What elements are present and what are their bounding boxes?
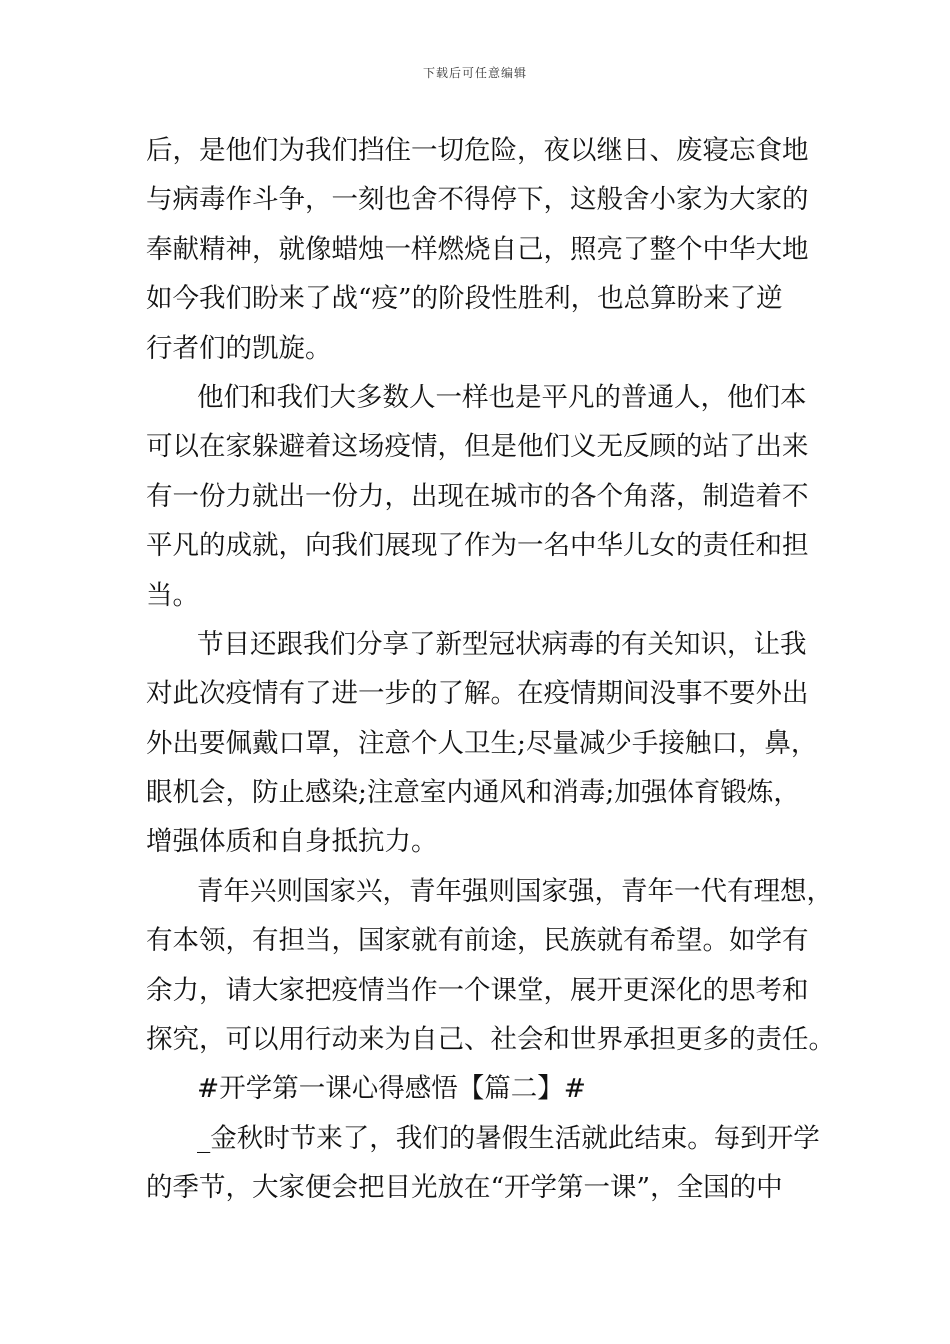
text-line: 对此次疫情有了进一步的了解。在疫情期间没事不要外出 bbox=[146, 678, 809, 710]
page-header-note: 下载后可任意编辑 bbox=[422, 66, 527, 80]
text-line: 与病毒作斗争，一刻也舍不得停下，这般舍小家为大家的 bbox=[146, 184, 809, 216]
text-line: 有一份力就出一份力，出现在城市的各个角落，制造着不 bbox=[146, 480, 809, 512]
text-line: 他们和我们大多数人一样也是平凡的普通人，他们本 bbox=[197, 381, 807, 413]
text-line: 节目还跟我们分享了新型冠状病毒的有关知识，让我 bbox=[197, 628, 807, 660]
text-line: 增强体质和自身抵抗力。 bbox=[146, 826, 438, 858]
text-line: 奉献精神，就像蜡烛一样燃烧自己，照亮了整个中华大地 bbox=[146, 233, 809, 265]
text-line: _金秋时节来了，我们的暑假生活就此结束。每到开学 bbox=[197, 1122, 820, 1154]
text-line: 的季节，大家便会把目光放在“开学第一课”，全国的中 bbox=[146, 1172, 783, 1204]
text-line: 有本领，有担当，国家就有前途，民族就有希望。如学有 bbox=[146, 925, 809, 957]
text-line: 眼机会，防止感染;注意室内通风和消毒;加强体育锻炼， bbox=[146, 777, 800, 809]
text-line: #开学第一课心得感悟【篇二】# bbox=[197, 1073, 586, 1105]
text-line: 后，是他们为我们挡住一切危险，夜以继日、废寝忘食地 bbox=[146, 135, 809, 166]
text-line: 青年兴则国家兴，青年强则国家强，青年一代有理想， bbox=[197, 875, 833, 907]
text-line: 当。 bbox=[146, 579, 199, 611]
text-line: 平凡的成就，向我们展现了作为一名中华儿女的责任和担 bbox=[146, 530, 809, 562]
text-line: 外出要佩戴口罩，注意个人卫生;尽量减少手接触口，鼻， bbox=[146, 727, 818, 759]
body-text bbox=[146, 126, 835, 1213]
text-line: 如今我们盼来了战“疫”的阶段性胜利，也总算盼来了逆 bbox=[146, 283, 783, 315]
text-line: 可以在家躲避着这场疫情，但是他们义无反顾的站了出来 bbox=[146, 431, 809, 463]
text-line: 余力，请大家把疫情当作一个课堂，展开更深化的思考和 bbox=[146, 974, 809, 1006]
text-line: 探究，可以用行动来为自己、社会和世界承担更多的责任。 bbox=[146, 1024, 835, 1056]
text-line: 行者们的凯旋。 bbox=[146, 332, 332, 364]
